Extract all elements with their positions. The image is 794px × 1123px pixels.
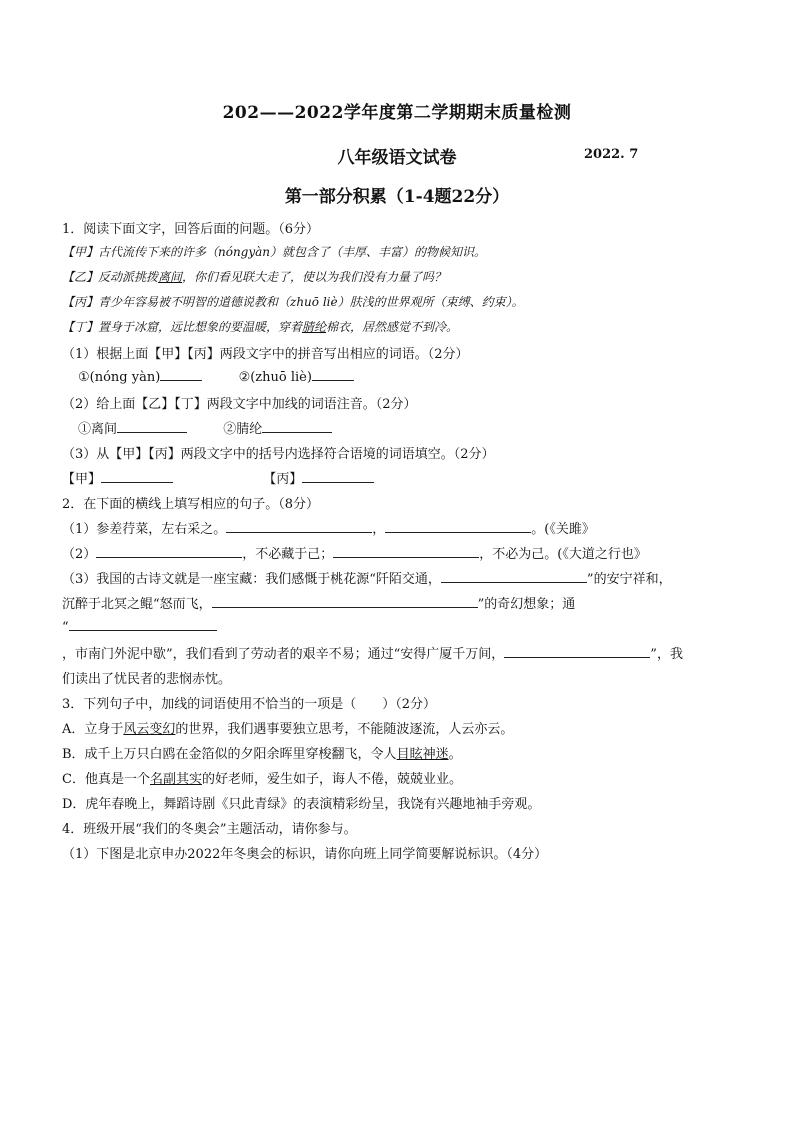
q3-option-a[interactable]: A．立身于风云变幻的世界，我们遇事要独立思考，不能随波逐流，人云亦云。: [62, 722, 514, 737]
q2-line3: （3）我国的古诗文就是一座宝藏：我们感慨于桃花源“阡陌交通， ”的安宁祥和，: [62, 572, 672, 587]
answer-blank[interactable]: [69, 618, 217, 631]
q1-sub1-answers: ①(nóng yàn) ②(zhuō liè): [78, 368, 354, 385]
q2-line2: （2） ，不必藏于己； ，不必为己。(《大道之行也》: [62, 547, 647, 562]
q2-line6: ，市南门外泥中歇”，我们看到了劳动者的艰辛不易；通过“安得广厦千万间， ”，我: [62, 647, 683, 662]
q1-passage-jia: 【甲】古代流传下来的许多（nóngyàn）就包含了（丰厚、丰富）的物候知识。: [62, 245, 487, 259]
q1-sub1: （1）根据上面【甲】【丙】两段文字中的拼音写出相应的词语。（2分）: [62, 347, 469, 362]
q1-stem: 1．阅读下面文字，回答后面的问题。（6分）: [62, 222, 320, 237]
answer-blank[interactable]: [262, 420, 332, 433]
underlined-word-jinglun: 腈纶: [302, 320, 327, 334]
q1-passage-yi: 【乙】反动派挑拨离间，你们看见联大走了，使以为我们没有力量了吗？: [62, 270, 447, 284]
exam-subtitle: 八年级语文试卷: [337, 148, 457, 168]
q3-stem: 3．下列句子中，加线的词语使用不恰当的一项是（ ）（2分）: [62, 697, 437, 712]
answer-blank[interactable]: [101, 470, 173, 483]
answer-blank[interactable]: [160, 368, 202, 381]
q3-option-d[interactable]: D．虎年春晚上，舞蹈诗剧《只此青绿》的表演精彩纷呈，我饶有兴趣地袖手旁观。: [62, 797, 541, 812]
answer-blank[interactable]: [333, 545, 479, 558]
q1-sub2-answers: ①离间 ②腈纶: [78, 418, 332, 437]
answer-blank[interactable]: [117, 420, 187, 433]
exam-date: 2022. 7: [584, 147, 639, 162]
answer-blank[interactable]: [212, 595, 478, 608]
answer-blank[interactable]: [312, 368, 354, 381]
answer-blank[interactable]: [385, 520, 531, 533]
answer-blank[interactable]: [302, 470, 374, 483]
q1-passage-bing: 【丙】青少年容易被不明智的道德说教和（zhuō liè）肤浅的世界观所（束缚、约束）。: [62, 295, 524, 309]
section-title: 第一部分积累（1-4题22分）: [284, 187, 510, 207]
answer-blank[interactable]: [96, 545, 242, 558]
q2-line4: 沉醉于北冥之鲲“怒而飞， ”的奇幻想象；通: [62, 597, 576, 612]
q2-line1: （1）参差荇菜，左右采之。 ， 。(《关雎》: [62, 522, 595, 537]
answer-blank[interactable]: [441, 570, 587, 583]
underlined-word-lijian: 离间: [158, 270, 183, 284]
answer-blank[interactable]: [504, 645, 650, 658]
q1-sub3: （3）从【甲】【丙】两段文字中的括号内选择符合语境的词语填空。（2分）: [62, 447, 495, 462]
q4-stem: 4．班级开展“我们的冬奥会”主题活动，请你参与。: [62, 822, 357, 837]
q3-option-c[interactable]: C．他真是一个名副其实的好老师，爱生如子，诲人不倦，兢兢业业。: [62, 772, 462, 787]
answer-blank[interactable]: [226, 520, 372, 533]
q1-sub2: （2）给上面【乙】【丁】两段文字中加线的词语注音。（2分）: [62, 397, 417, 412]
q4-sub1: （1）下图是北京申办2022年冬奥会的标识，请你向班上同学简要解说标识。（4分）: [62, 847, 548, 862]
q2-line5: “: [62, 618, 217, 635]
exam-title: 202——2022学年度第二学期期末质量检测: [222, 103, 572, 123]
q2-stem: 2．在下面的横线上填写相应的句子。（8分）: [62, 497, 320, 512]
q1-sub3-answers: 【甲】 【丙】: [62, 468, 374, 487]
q1-passage-ding: 【丁】置身于冰窟，远比想象的要温暖，穿着腈纶棉衣，居然感觉不到冷。: [62, 320, 459, 334]
q2-line7: 们读出了忧民者的悲悯赤忱。: [62, 672, 232, 687]
q3-option-b[interactable]: B．成千上万只白鸥在金箔似的夕阳余晖里穿梭翻飞，令人目眩神迷。: [62, 747, 462, 762]
